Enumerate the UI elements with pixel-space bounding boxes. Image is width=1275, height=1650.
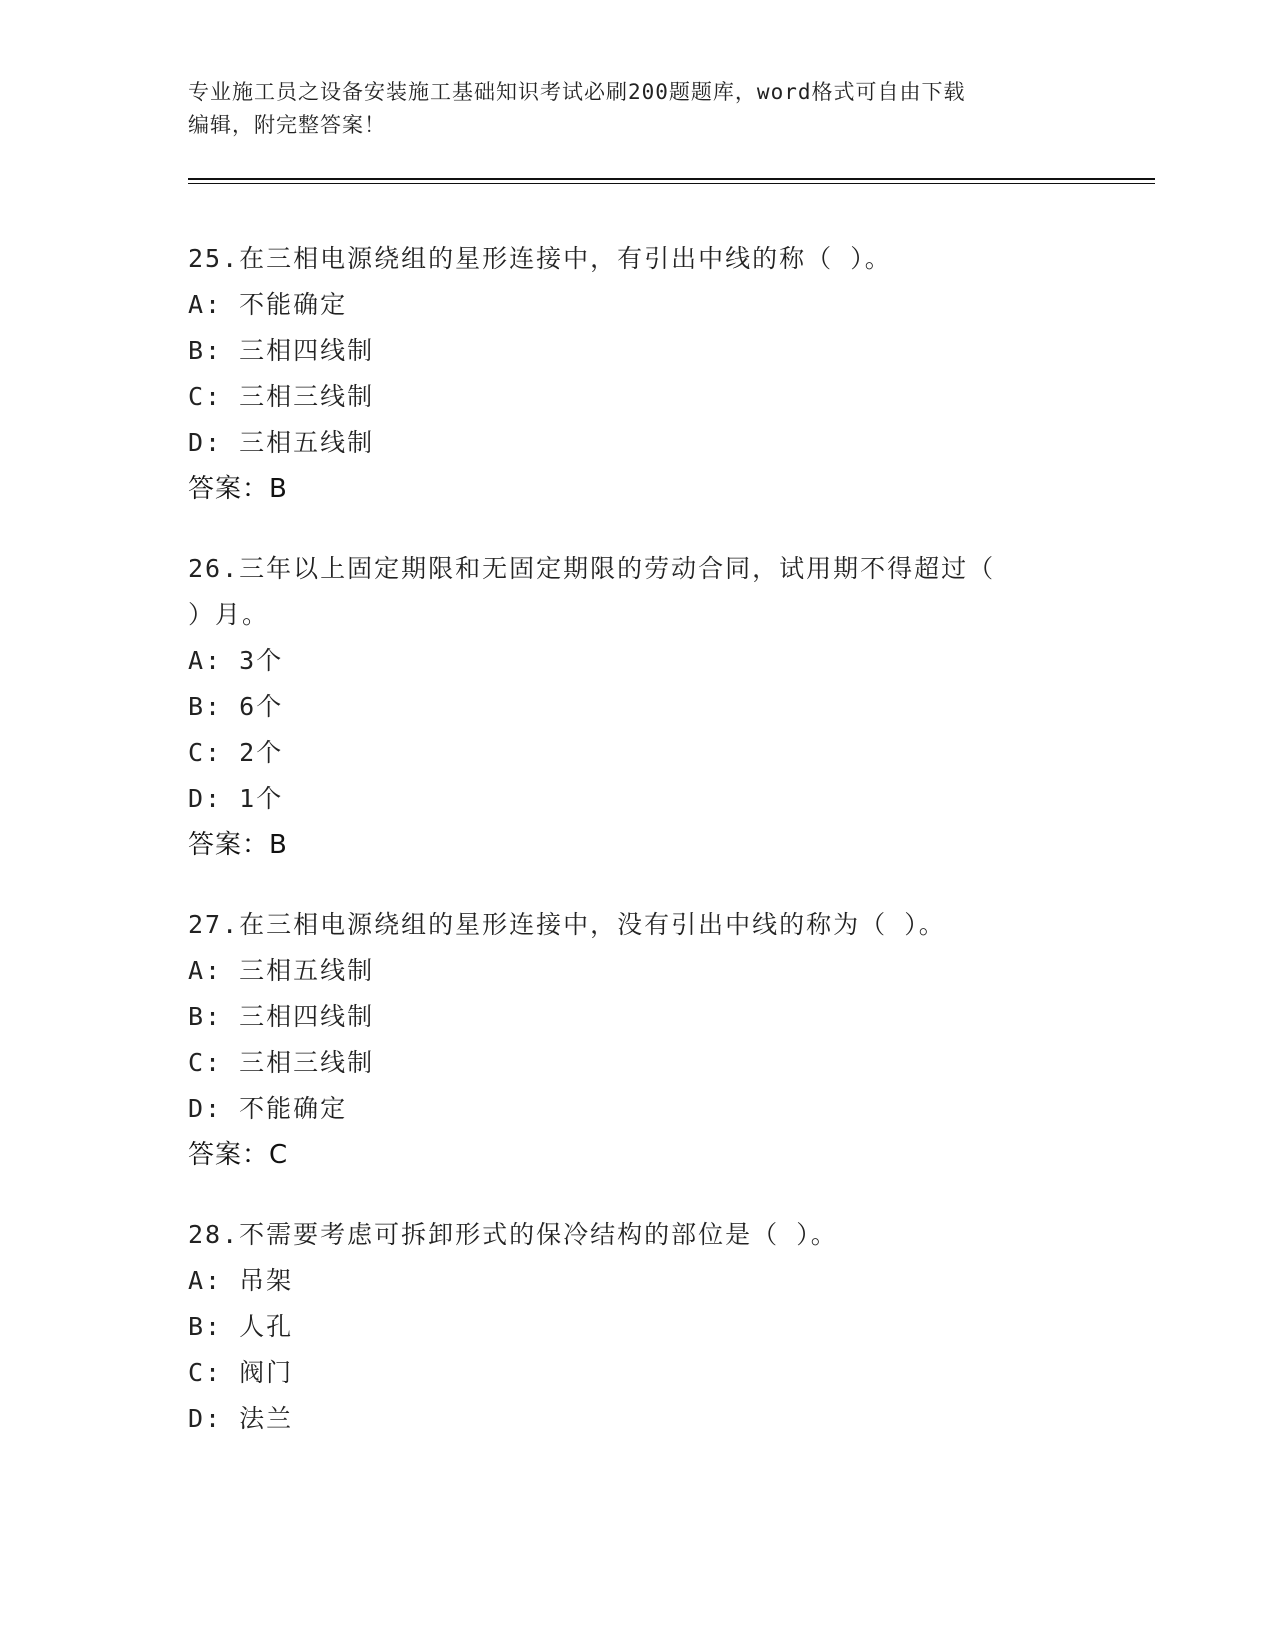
option-c: C: 阀门 [188, 1358, 294, 1387]
question-26 [188, 546, 1088, 868]
question-stem-continued: ）月。 [188, 600, 270, 629]
question-27 [188, 902, 1088, 1178]
option-c: C: 三相三线制 [188, 382, 375, 411]
question-list [188, 236, 1088, 1476]
option-c: C: 三相三线制 [188, 1048, 375, 1077]
option-a: A: 3个 [188, 646, 284, 675]
option-c: C: 2个 [188, 738, 284, 767]
option-d: D: 1个 [188, 784, 284, 813]
question-stem: 28.不需要考虑可拆卸形式的保冷结构的部位是（ ）。 [188, 1220, 838, 1249]
answer-line: 答案：B [188, 474, 288, 504]
question-stem: 25.在三相电源绕组的星形连接中，有引出中线的称（ ）。 [188, 244, 892, 273]
option-b: B: 三相四线制 [188, 1002, 375, 1031]
answer-line: 答案：C [188, 1140, 289, 1170]
header-line-2: 编辑，附完整答案！ [188, 113, 386, 137]
document-header [188, 76, 1088, 142]
option-a: A: 吊架 [188, 1266, 294, 1295]
option-b: B: 人孔 [188, 1312, 294, 1341]
option-b: B: 6个 [188, 692, 284, 721]
question-stem: 27.在三相电源绕组的星形连接中，没有引出中线的称为（ ）。 [188, 910, 946, 939]
header-divider-top [188, 178, 1155, 180]
option-d: D: 不能确定 [188, 1094, 348, 1123]
option-a: A: 不能确定 [188, 290, 348, 319]
question-25 [188, 236, 1088, 512]
option-a: A: 三相五线制 [188, 956, 375, 985]
option-d: D: 法兰 [188, 1404, 294, 1433]
header-line-1: 专业施工员之设备安装施工基础知识考试必刷200题题库，word格式可自由下载 [188, 80, 966, 104]
option-d: D: 三相五线制 [188, 428, 375, 457]
answer-line: 答案：B [188, 830, 288, 860]
question-stem: 26.三年以上固定期限和无固定期限的劳动合同，试用期不得超过（ [188, 554, 996, 583]
header-divider-bottom [188, 183, 1155, 184]
question-28 [188, 1212, 1088, 1442]
option-b: B: 三相四线制 [188, 336, 375, 365]
